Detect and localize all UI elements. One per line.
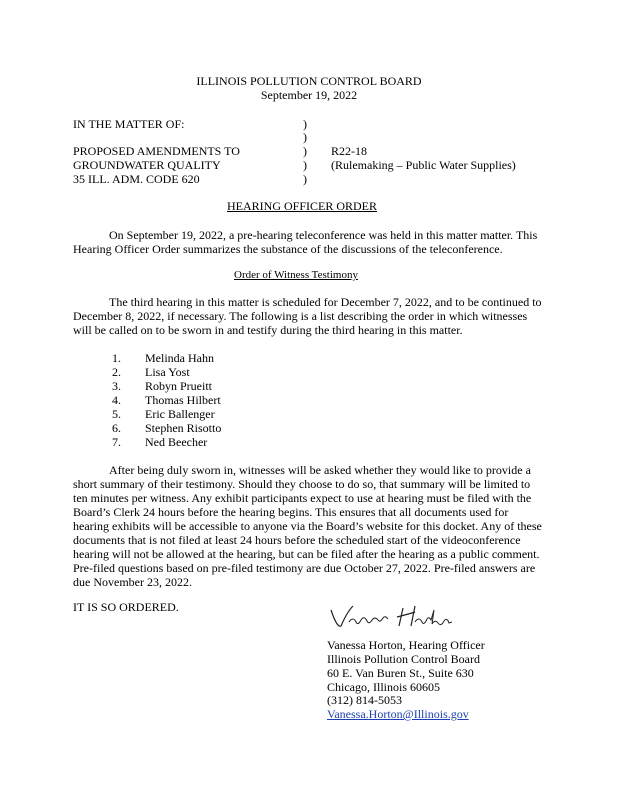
caption-paren: ): [303, 144, 307, 158]
closing-statement: IT IS SO ORDERED.: [73, 600, 179, 614]
agency-name: ILLINOIS POLLUTION CONTROL BOARD: [196, 74, 422, 88]
caption-line-1: PROPOSED AMENDMENTS TO: [73, 144, 240, 158]
matter-label: IN THE MATTER OF:: [73, 117, 185, 131]
list-item-number: 6.: [112, 421, 121, 435]
witness-name: Stephen Risotto: [145, 421, 222, 435]
list-item-number: 5.: [112, 407, 121, 421]
caption-line-3: 35 ILL. ADM. CODE 620: [73, 172, 200, 186]
witness-name: Eric Ballenger: [145, 407, 215, 421]
address-line-2: Chicago, Illinois 60605: [327, 680, 440, 694]
witness-name: Thomas Hilbert: [145, 393, 221, 407]
witness-name: Melinda Hahn: [145, 351, 214, 365]
docket-number: R22-18: [331, 144, 367, 158]
list-item-number: 3.: [112, 379, 121, 393]
signature-image: [327, 602, 457, 632]
signer-phone: (312) 814-5053: [327, 693, 402, 707]
caption-paren: ): [303, 130, 307, 144]
instructions-paragraph: After being duly sworn in, witnesses will be asked whether they would like to provide a short summary of their testimony. Should they choose to do so, that summary will be limited to ten minutes per witness. Any exhibit participants expect to use at hearing must be filed with the Board’s Clerk 24 hours before the hearing begins. This ensures that all documents used for hearing exhibits will be accessible to anyone via the Board’s website for this docket. Any of these documents that is not filed at least 24 hours before the scheduled start of the videoconference hearing will not be allowed at the hearing, but can be filed after the hearing as a public comment. Pre-filed questions based on pre-filed testimony are due October 27, 2022. Pre-filed answers are due November 23, 2022.: [73, 463, 542, 589]
list-item-number: 7.: [112, 435, 121, 449]
section-heading: Order of Witness Testimony: [234, 269, 358, 281]
list-item-number: 2.: [112, 365, 121, 379]
list-item-number: 1.: [112, 351, 121, 365]
signer-organization: Illinois Pollution Control Board: [327, 652, 481, 666]
list-item-number: 4.: [112, 393, 121, 407]
docket-description: (Rulemaking – Public Water Supplies): [331, 158, 516, 172]
signer-name-title: Vanessa Horton, Hearing Officer: [327, 638, 485, 652]
caption-line-2: GROUNDWATER QUALITY: [73, 158, 221, 172]
caption-paren: ): [303, 172, 307, 186]
witness-name: Ned Beecher: [145, 435, 208, 449]
signer-email-link[interactable]: Vanessa.Horton@Illinois.gov: [327, 707, 469, 721]
witness-name: Lisa Yost: [145, 365, 190, 379]
order-title: HEARING OFFICER ORDER: [227, 199, 378, 213]
header-date: September 19, 2022: [260, 88, 358, 102]
intro-paragraph: On September 19, 2022, a pre-hearing teleconference was held in this matter matter. This Hearing Officer Order summarizes the substance of the discussions of the teleconference.: [73, 228, 538, 256]
schedule-paragraph: The third hearing in this matter is scheduled for December 7, 2022, and to be continued to December 8, 2022, if necessary. The following is a list describing the order in which witnesses will be called on to be sworn in and testify during the third hearing in this matter.: [73, 295, 542, 337]
handwritten-signature: [327, 602, 457, 635]
witness-name: Robyn Prueitt: [145, 379, 213, 393]
caption-paren: ): [303, 117, 307, 131]
caption-paren: ): [303, 158, 307, 172]
address-line-1: 60 E. Van Buren St., Suite 630: [327, 666, 474, 680]
